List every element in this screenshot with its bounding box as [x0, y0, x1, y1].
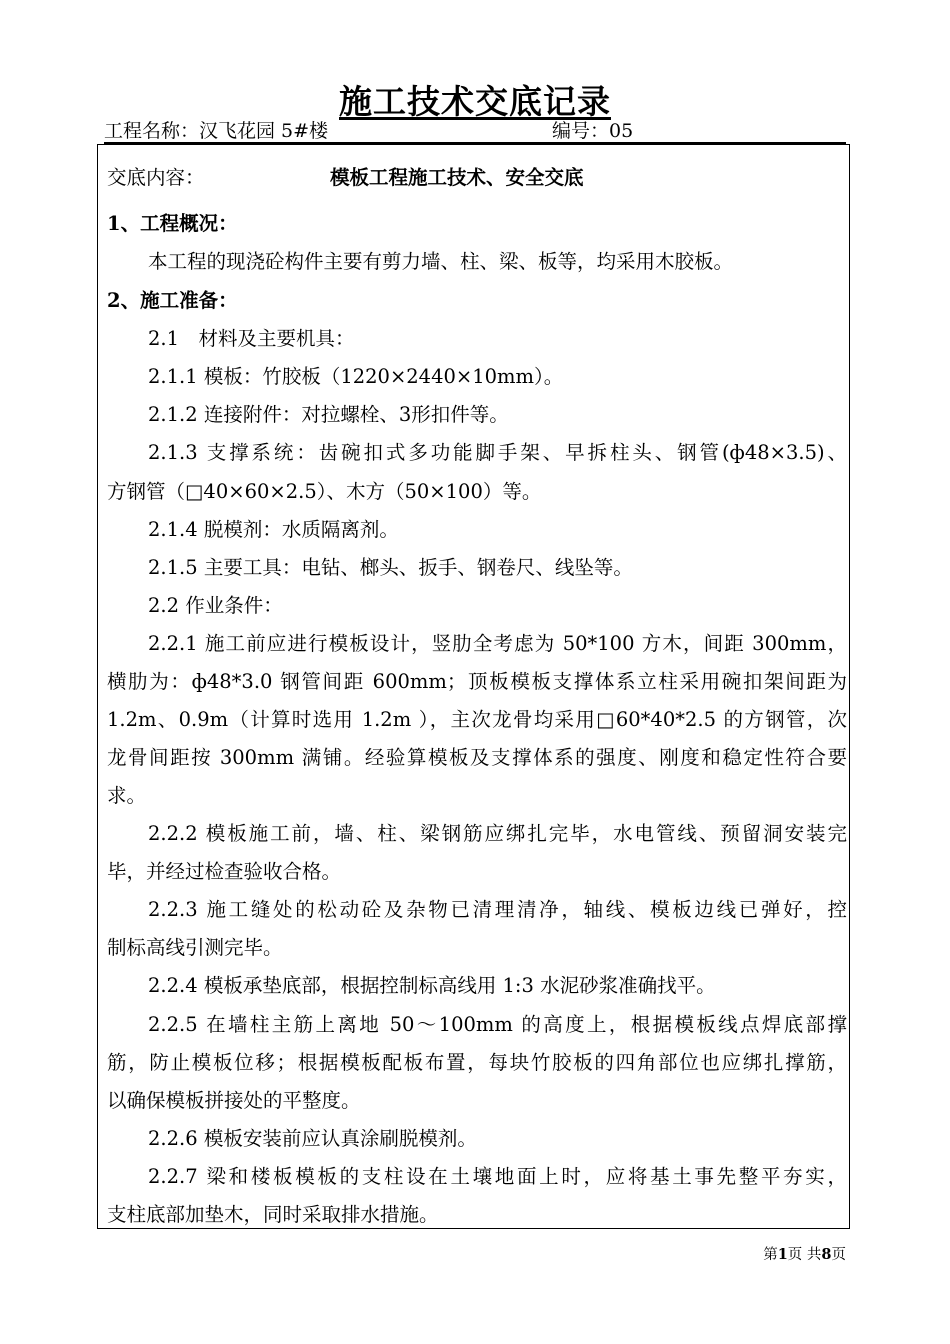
paragraph: 支柱底部加垫木，同时采取排水措施。: [107, 1203, 439, 1226]
paragraph: 2.1.4 脱模剂：水质隔离剂。: [148, 518, 399, 541]
paragraph: 毕，并经过检查验收合格。: [107, 860, 342, 883]
paragraph: 2.2.3 施工缝处的松动砼及杂物已清理清净，轴线、模板边线已弹好，控: [148, 898, 847, 921]
record-header: [104, 116, 846, 144]
record-number: 编号：05: [552, 120, 634, 142]
project-name: 工程名称：汉飞花园 5#楼: [104, 120, 329, 142]
paragraph: 2.2.4 模板承垫底部，根据控制标高线用 1:3 水泥砂浆准确找平。: [148, 974, 716, 997]
paragraph: 2.1.2 连接附件：对拉螺栓、3形扣件等。: [148, 403, 509, 426]
section-2-heading: 2、施工准备：: [107, 289, 238, 312]
paragraph: 2.2.2 模板施工前，墙、柱、梁钢筋应绑扎完毕，水电管线、预留洞安装完: [148, 822, 847, 845]
paragraph: 2.2.5 在墙柱主筋上离地 50～100mm 的高度上，根据模板线点焊底部撑: [148, 1013, 847, 1036]
paragraph: 制标高线引测完毕。: [107, 936, 283, 959]
page-number: 第1页 共8页: [763, 1246, 846, 1263]
page-title: 施工技术交底记录: [339, 82, 611, 121]
paragraph: 2.2.6 模板安装前应认真涂刷脱模剂。: [148, 1127, 477, 1150]
paragraph: 2.2 作业条件：: [148, 594, 283, 617]
section-1-text: 本工程的现浇砼构件主要有剪力墙、柱、梁、板等，均采用木胶板。: [148, 250, 734, 273]
paragraph: 龙骨间距按 300mm 满铺。经验算模板及支撑体系的强度、刚度和稳定性符合要: [107, 746, 847, 769]
paragraph: 方钢管（□40×60×2.5）、木方（50×100）等。: [107, 480, 542, 503]
content-label: 交底内容：: [107, 166, 205, 189]
briefing-subject: 模板工程施工技术、安全交底: [330, 166, 584, 189]
paragraph: 2.1.1 模板：竹胶板（1220×2440×10mm）。: [148, 365, 564, 388]
paragraph: 筋，防止模板位移；根据模板配板布置，每块竹胶板的四角部位也应绑扎撑筋，: [107, 1051, 847, 1074]
paragraph: 2.1 材料及主要机具：: [148, 327, 355, 350]
paragraph: 2.1.3 支撑系统：齿碗扣式多功能脚手架、早拆柱头、钢管(ф48×3.5)、: [148, 441, 847, 464]
paragraph: 求。: [107, 784, 147, 807]
paragraph: 2.2.7 梁和楼板模板的支柱设在土壤地面上时，应将基土事先整平夯实，: [148, 1165, 847, 1188]
paragraph: 2.1.5 主要工具：电钻、榔头、扳手、钢卷尺、线坠等。: [148, 556, 633, 579]
section-1-heading: 1、工程概况：: [107, 212, 238, 235]
paragraph: 以确保模板拼接处的平整度。: [107, 1089, 361, 1112]
paragraph: 2.2.1 施工前应进行模板设计，竖肋全考虑为 50*100 方木，间距 300mm，: [148, 632, 847, 655]
page-total: 8: [821, 1246, 832, 1263]
page-current: 1: [777, 1246, 788, 1263]
paragraph: 横肋为：ф48*3.0 钢管间距 600mm；顶板模板支撑体系立柱采用碗扣架间距为: [107, 670, 847, 693]
paragraph: 1.2m、0.9m（计算时选用 1.2m ），主次龙骨均采用□60*40*2.5 的方钢管，次: [107, 708, 847, 731]
